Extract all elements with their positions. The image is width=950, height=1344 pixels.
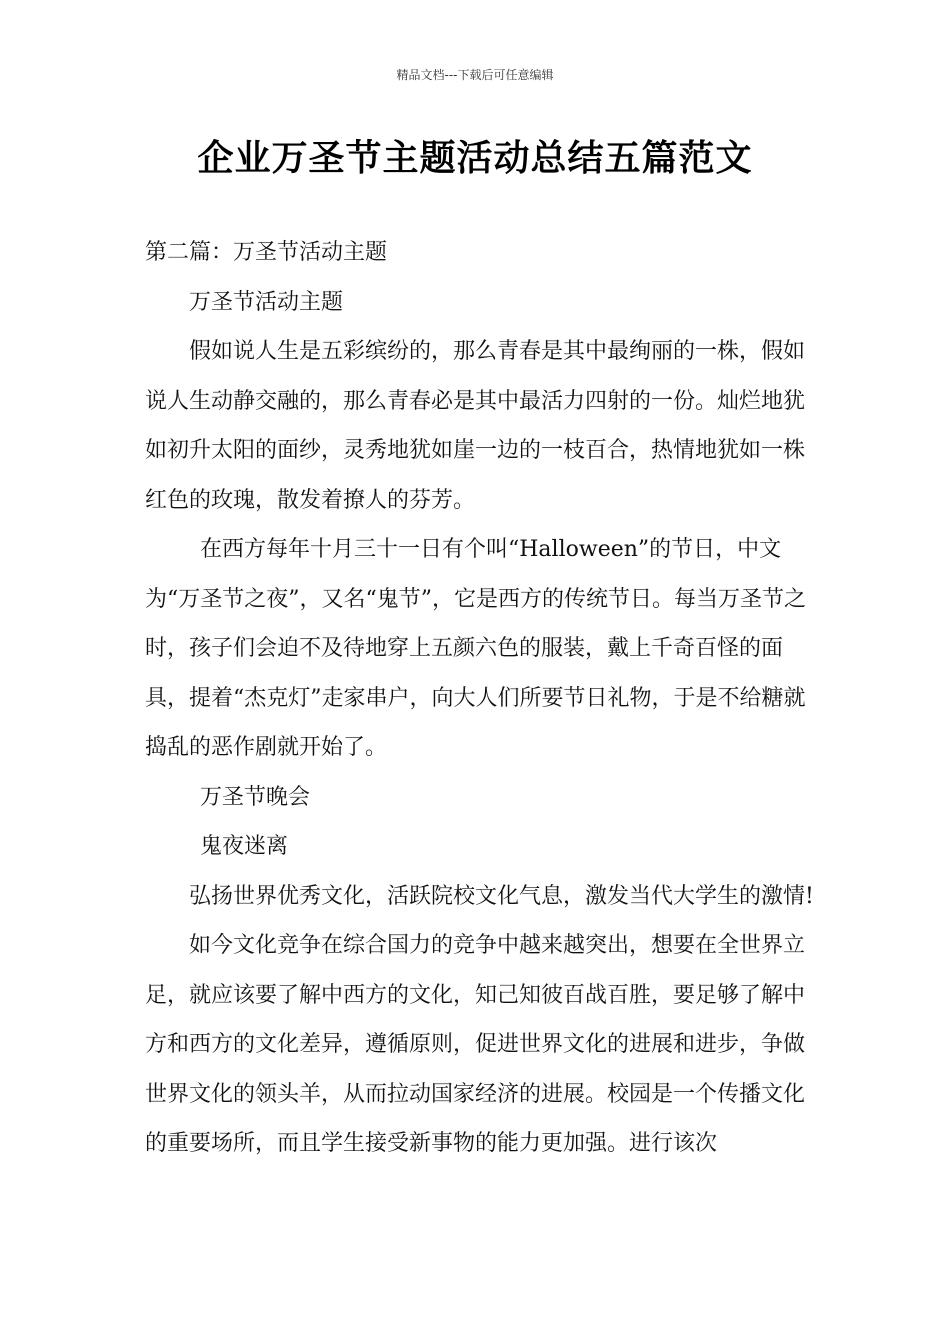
paragraph-youth: 假如说人生是五彩缤纷的，那么青春是其中最绚丽的一株，假如说人生动静交融的，那么青春必是其中最活力四射的一份。灿烂地犹如初升太阳的面纱，灵秀地犹如崖一边的一枝百合，热情地犹如一株红色的玫瑰，散发着撩人的芬芳。 [145,339,806,513]
subheading-activity-theme: 万圣节活动主题 [189,289,344,315]
paragraph-halloween: 在西方每年十月三十一日有个叫“Halloween”的节日，中文为“万圣节之夜”，又名“鬼节”，它是西方的传统节日。每当万圣节之时，孩子们会迫不及待地穿上五颜六色的服装，戴上千奇百怪的面具，提着“杰克灯”走家串户，向大人们所要节日礼物，于是不给糖就捣乱的恶作剧就开始了。 [145,537,806,760]
subheading-halloween-party: 万圣节晚会 [200,784,311,810]
document-body [145,228,820,1169]
paragraph-promote-culture: 弘扬世界优秀文化，活跃院校文化气息，激发当代大学生的激情! [189,883,814,909]
header-note: 精品文档---下载后可任意编辑 [396,68,554,82]
section-heading: 第二篇：万圣节活动主题 [145,240,388,265]
paragraph-cultural-competition: 如今文化竞争在综合国力的竞争中越来越突出，想要在全世界立足，就应该要了解中西方的文化，知己知彼百战百胜，要足够了解中方和西方的文化差异，遵循原则，促进世界文化的进展和进步，争做世界文化的领头羊，从而拉动国家经济的进展。校园是一个传播文化的重要场所，而且学生接受新事物的能力更加强。进行该次 [145,933,806,1156]
document-title: 企业万圣节主题活动总结五篇范文 [197,138,753,179]
subheading-ghost-night: 鬼夜迷离 [200,834,289,859]
